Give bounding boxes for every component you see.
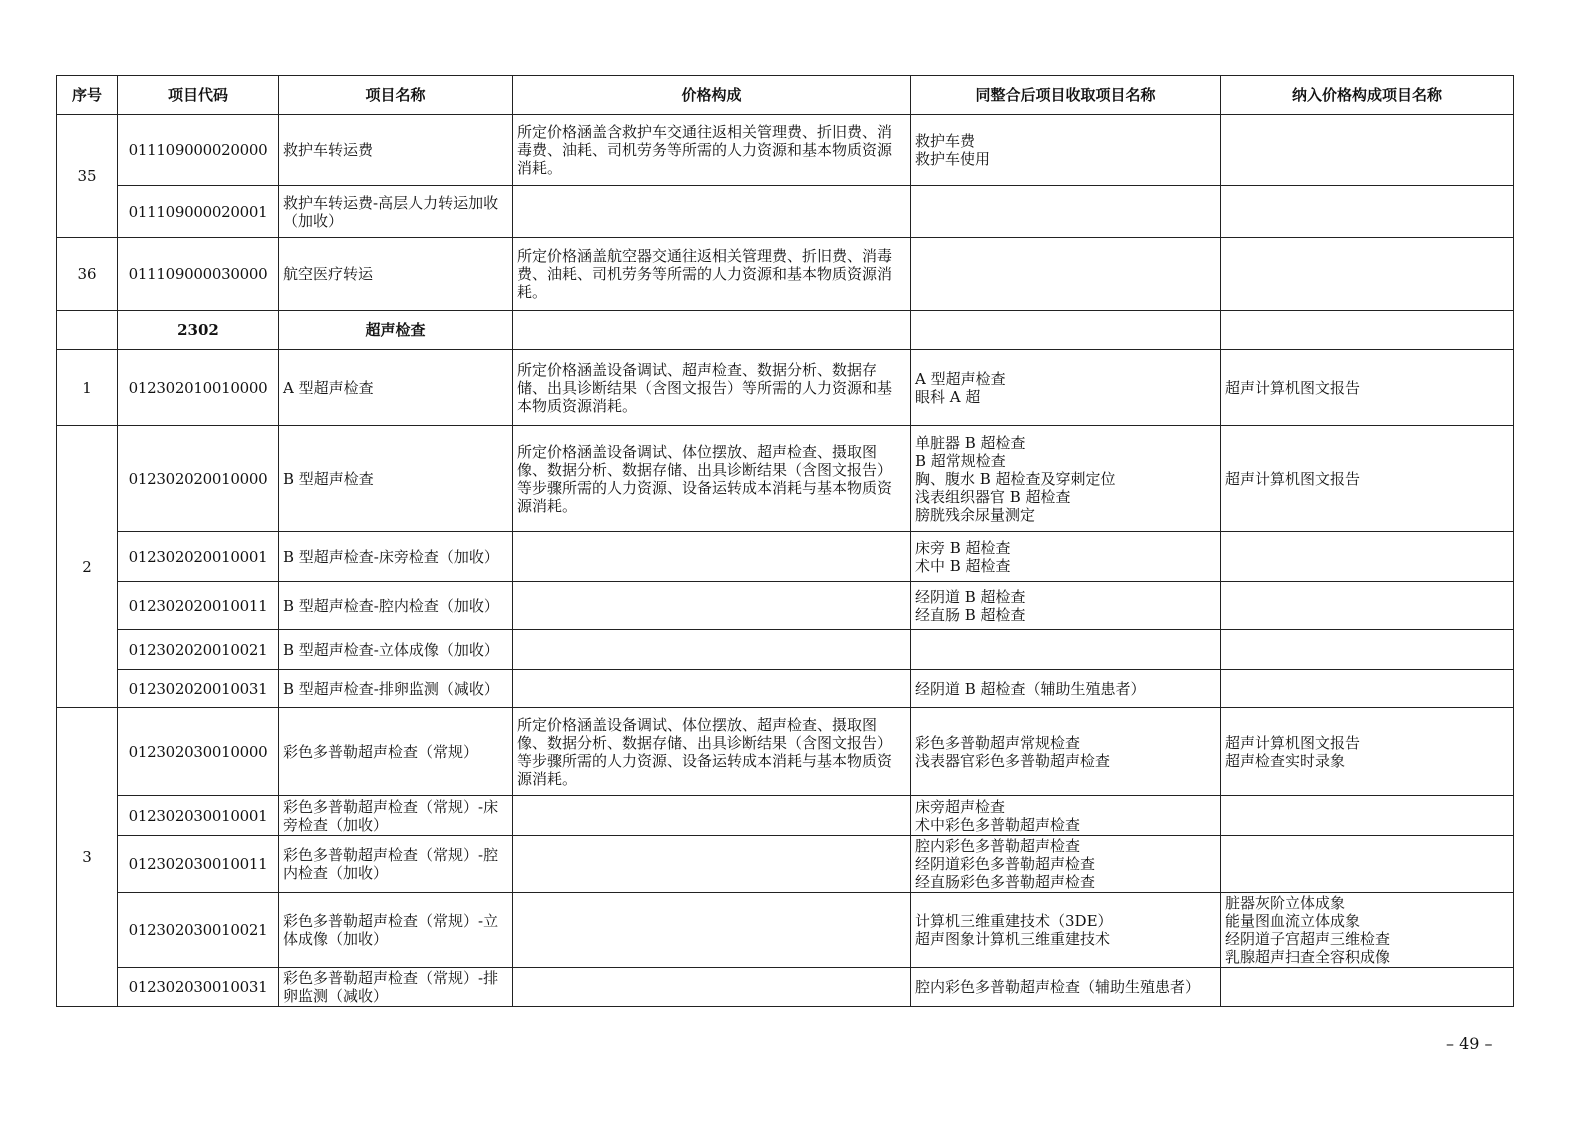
seq-cell: 36 <box>57 238 118 311</box>
merged-cell: 床旁 B 超检查 术中 B 超检查 <box>911 532 1221 582</box>
table-row <box>57 350 1514 426</box>
merged-cell: 救护车费 救护车使用 <box>911 115 1221 186</box>
code-cell: 012302020010000 <box>118 426 279 532</box>
price-cell: 所定价格涵盖含救护车交通往返相关管理费、折旧费、消毒费、油耗、司机劳务等所需的人力资源和基本物质资源消耗。 <box>513 115 911 186</box>
name-cell: B 型超声检查-腔内检查（加收） <box>279 582 513 630</box>
name-cell: 彩色多普勒超声检查（常规）-床旁检查（加收） <box>279 796 513 836</box>
code-cell: 012302030010031 <box>118 968 279 1007</box>
included-cell: 超声计算机图文报告 超声检查实时录象 <box>1221 708 1514 796</box>
price-cell <box>513 670 911 708</box>
price-cell <box>513 968 911 1007</box>
header-included: 纳入价格构成项目名称 <box>1221 76 1514 115</box>
name-cell: B 型超声检查 <box>279 426 513 532</box>
price-cell <box>513 186 911 238</box>
merged-cell: 经阴道 B 超检查（辅助生殖患者） <box>911 670 1221 708</box>
seq-cell: 1 <box>57 350 118 426</box>
merged-cell: 腔内彩色多普勒超声检查 经阴道彩色多普勒超声检查 经直肠彩色多普勒超声检查 <box>911 836 1221 893</box>
name-cell: B 型超声检查-床旁检查（加收） <box>279 532 513 582</box>
code-cell: 012302020010001 <box>118 532 279 582</box>
name-cell: 彩色多普勒超声检查（常规）-立体成像（加收） <box>279 893 513 968</box>
header-price: 价格构成 <box>513 76 911 115</box>
table-row <box>57 582 1514 630</box>
included-cell <box>1221 238 1514 311</box>
name-cell: 彩色多普勒超声检查（常规） <box>279 708 513 796</box>
seq-cell: 2 <box>57 426 118 708</box>
merged-cell <box>911 238 1221 311</box>
name-cell: 彩色多普勒超声检查（常规）-腔内检查（加收） <box>279 836 513 893</box>
price-cell <box>513 796 911 836</box>
table-row <box>57 708 1514 796</box>
price-cell <box>513 836 911 893</box>
seq-cell: 35 <box>57 115 118 238</box>
merged-cell: 床旁超声检查 术中彩色多普勒超声检查 <box>911 796 1221 836</box>
code-cell: 012302030010011 <box>118 836 279 893</box>
table-header-row <box>57 76 1514 115</box>
price-cell: 所定价格涵盖设备调试、体位摆放、超声检查、摄取图像、数据分析、数据存储、出具诊断结果（含图文报告）等步骤所需的人力资源、设备运转成本消耗与基本物质资源消耗。 <box>513 426 911 532</box>
header-merged: 同整合后项目收取项目名称 <box>911 76 1221 115</box>
included-cell <box>1221 186 1514 238</box>
merged-cell: 彩色多普勒超声常规检查 浅表器官彩色多普勒超声检查 <box>911 708 1221 796</box>
table-row <box>57 238 1514 311</box>
code-cell: 012302020010031 <box>118 670 279 708</box>
included-cell <box>1221 796 1514 836</box>
section-code: 2302 <box>118 311 279 350</box>
code-cell: 012302010010000 <box>118 350 279 426</box>
header-seq: 序号 <box>57 76 118 115</box>
included-cell <box>1221 630 1514 670</box>
merged-cell: 计算机三维重建技术（3DE） 超声图象计算机三维重建技术 <box>911 893 1221 968</box>
name-cell: A 型超声检查 <box>279 350 513 426</box>
price-cell <box>513 630 911 670</box>
name-cell: 航空医疗转运 <box>279 238 513 311</box>
seq-cell: 3 <box>57 708 118 1007</box>
price-table <box>56 75 1514 1007</box>
section-name: 超声检查 <box>279 311 513 350</box>
page-number: – 49 – <box>1446 1034 1493 1053</box>
code-cell: 011109000020000 <box>118 115 279 186</box>
name-cell: B 型超声检查-立体成像（加收） <box>279 630 513 670</box>
included-cell: 超声计算机图文报告 <box>1221 426 1514 532</box>
table-row <box>57 426 1514 532</box>
included-cell <box>1221 968 1514 1007</box>
code-cell: 012302020010011 <box>118 582 279 630</box>
included-cell <box>1221 836 1514 893</box>
merged-cell: 腔内彩色多普勒超声检查（辅助生殖患者） <box>911 968 1221 1007</box>
table-row <box>57 836 1514 893</box>
code-cell: 011109000030000 <box>118 238 279 311</box>
table-row <box>57 968 1514 1007</box>
merged-cell <box>911 186 1221 238</box>
name-cell: 救护车转运费 <box>279 115 513 186</box>
price-cell: 所定价格涵盖设备调试、超声检查、数据分析、数据存储、出具诊断结果（含图文报告）等所需的人力资源和基本物质资源消耗。 <box>513 350 911 426</box>
name-cell: 救护车转运费-高层人力转运加收（加收） <box>279 186 513 238</box>
header-code: 项目代码 <box>118 76 279 115</box>
table-row <box>57 630 1514 670</box>
price-cell: 所定价格涵盖设备调试、体位摆放、超声检查、摄取图像、数据分析、数据存储、出具诊断结果（含图文报告）等步骤所需的人力资源、设备运转成本消耗与基本物质资源消耗。 <box>513 708 911 796</box>
code-cell: 011109000020001 <box>118 186 279 238</box>
seq-cell <box>57 311 118 350</box>
table-row <box>57 893 1514 968</box>
merged-cell: 经阴道 B 超检查 经直肠 B 超检查 <box>911 582 1221 630</box>
merged-cell: 单脏器 B 超检查 B 超常规检查 胸、腹水 B 超检查及穿刺定位 浅表组织器官 B 超检查 膀胱残余尿量测定 <box>911 426 1221 532</box>
included-cell <box>1221 532 1514 582</box>
included-cell <box>1221 115 1514 186</box>
table-row <box>57 670 1514 708</box>
code-cell: 012302030010000 <box>118 708 279 796</box>
price-cell <box>513 893 911 968</box>
included-cell: 脏器灰阶立体成象 能量图血流立体成象 经阴道子宫超声三维检查 乳腺超声扫查全容积成像 <box>1221 893 1514 968</box>
table-row <box>57 532 1514 582</box>
section-row <box>57 311 1514 350</box>
merged-cell <box>911 630 1221 670</box>
name-cell: B 型超声检查-排卵监测（减收） <box>279 670 513 708</box>
table-row <box>57 186 1514 238</box>
price-cell <box>513 532 911 582</box>
included-cell: 超声计算机图文报告 <box>1221 350 1514 426</box>
table-row <box>57 115 1514 186</box>
name-cell: 彩色多普勒超声检查（常规）-排卵监测（减收） <box>279 968 513 1007</box>
code-cell: 012302030010021 <box>118 893 279 968</box>
table-row <box>57 796 1514 836</box>
header-name: 项目名称 <box>279 76 513 115</box>
merged-cell: A 型超声检查 眼科 A 超 <box>911 350 1221 426</box>
included-cell <box>1221 670 1514 708</box>
code-cell: 012302030010001 <box>118 796 279 836</box>
price-cell <box>513 582 911 630</box>
code-cell: 012302020010021 <box>118 630 279 670</box>
included-cell <box>1221 582 1514 630</box>
price-cell: 所定价格涵盖航空器交通往返相关管理费、折旧费、消毒费、油耗、司机劳务等所需的人力资源和基本物质资源消耗。 <box>513 238 911 311</box>
